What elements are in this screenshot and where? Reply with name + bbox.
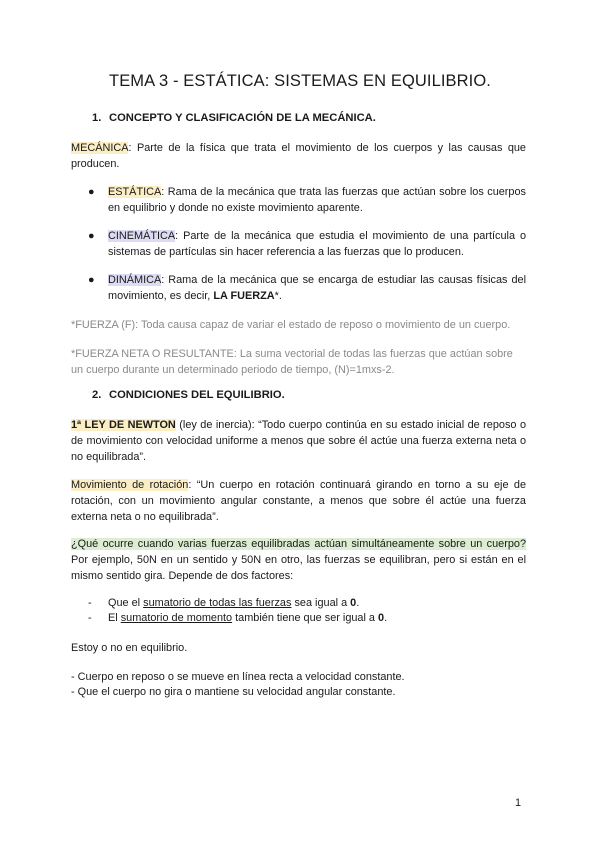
dash-end: . — [384, 612, 388, 624]
question-text: Por ejemplo, 50N en un sentido y 50N en otro, las fuerzas se equilibran, pero si están en el mismo sentido gira. Depende de dos factores: — [71, 554, 526, 582]
section-2-heading — [92, 389, 285, 401]
equilibrio-line: Estoy o no en equilibrio. — [71, 642, 188, 654]
mecanica-term: MECÁNICA — [71, 142, 129, 154]
dash-underline: sumatorio de todas las fuerzas — [143, 597, 292, 609]
dinamica-term: DINÁMICA — [108, 274, 162, 286]
dash-bold: 0 — [350, 597, 357, 609]
estatica-term: ESTÁTICA — [108, 186, 162, 198]
dinamica-bold: LA FUERZA — [213, 290, 275, 302]
bullet-dot: ● — [88, 186, 95, 198]
dash-post: sea igual a — [291, 597, 351, 609]
bullet-dot: ● — [88, 274, 95, 286]
newton-text: (ley de inercia): “Todo cuerpo continúa en su estado inicial de reposo o de movimiento con velocidad uniforme a menos que sobre él actúe una fuerza externa neta o no equilibrada”. — [71, 419, 527, 463]
dash-bold: 0 — [378, 612, 385, 624]
dash-end: . — [356, 597, 360, 609]
condition-line-2: - Que el cuerpo no gira o mantiene su velocidad angular constante. — [71, 686, 396, 698]
dash-mark: - — [88, 597, 92, 609]
section-2-number: 2. — [92, 389, 102, 401]
cinematica-text: : Parte de la mecánica que estudia el movimiento de una partícula o sistemas de partículas sin hacer referencia a las fuerzas que lo producen. — [108, 230, 526, 258]
rotacion-text: : “Un cuerpo en rotación continuará girando en torno a su eje de rotación, con un movimiento angular constante, a menos que sobre él actúe una fuerza externa neta o no equilibrada”. — [71, 479, 526, 523]
section-1-heading — [92, 112, 376, 124]
dinamica-suffix: *. — [274, 290, 282, 302]
dash-post: también tiene que ser igual a — [232, 612, 379, 624]
rotacion-law — [71, 477, 526, 525]
rotacion-term: Movimiento de rotación — [71, 479, 189, 491]
section-2-title: CONDICIONES DEL EQUILIBRIO. — [109, 389, 285, 401]
mecanica-definition — [71, 140, 526, 172]
note-fuerza: *FUERZA (F): Toda causa capaz de variar el estado de reposo o movimiento de un cuerpo. — [71, 319, 511, 331]
newton-term: 1ª LEY DE NEWTON — [71, 419, 176, 431]
dash-underline: sumatorio de momento — [120, 612, 233, 624]
page-number: 1 — [515, 797, 522, 809]
question-highlight: ¿Qué ocurre cuando varias fuerzas equilibradas actúan simultáneamente sobre un cuerpo? — [71, 538, 526, 550]
note-fuerza-neta: *FUERZA NETA O RESULTANTE: La suma vectorial de todas las fuerzas que actúan sobre un cuerpo durante un determinado periodo de tiempo, (N)=1mxs-2. — [71, 348, 513, 376]
dash-pre: Que el — [108, 597, 144, 609]
condition-line-1: - Cuerpo en reposo o se mueve en línea recta a velocidad constante. — [71, 671, 405, 683]
dash-pre: El — [108, 612, 121, 624]
bullet-dot: ● — [88, 230, 95, 242]
cinematica-term: CINEMÁTICA — [108, 230, 176, 242]
section-1-title: CONCEPTO Y CLASIFICACIÓN DE LA MECÁNICA. — [109, 112, 376, 124]
question-paragraph — [71, 536, 526, 584]
mecanica-text: : Parte de la física que trata el movimiento de los cuerpos y las causas que producen. — [71, 142, 526, 170]
document-title: TEMA 3 - ESTÁTICA: SISTEMAS EN EQUILIBRIO. — [109, 72, 491, 90]
dash-mark: - — [88, 612, 92, 624]
newton-law — [71, 417, 526, 465]
estatica-text: : Rama de la mecánica que trata las fuerzas que actúan sobre los cuerpos en equilibrio y donde no existe movimiento aparente. — [108, 186, 526, 214]
section-1-number: 1. — [92, 112, 102, 124]
dinamica-text: : Rama de la mecánica que se encarga de estudiar las causas físicas del movimiento, es decir, — [108, 274, 526, 302]
